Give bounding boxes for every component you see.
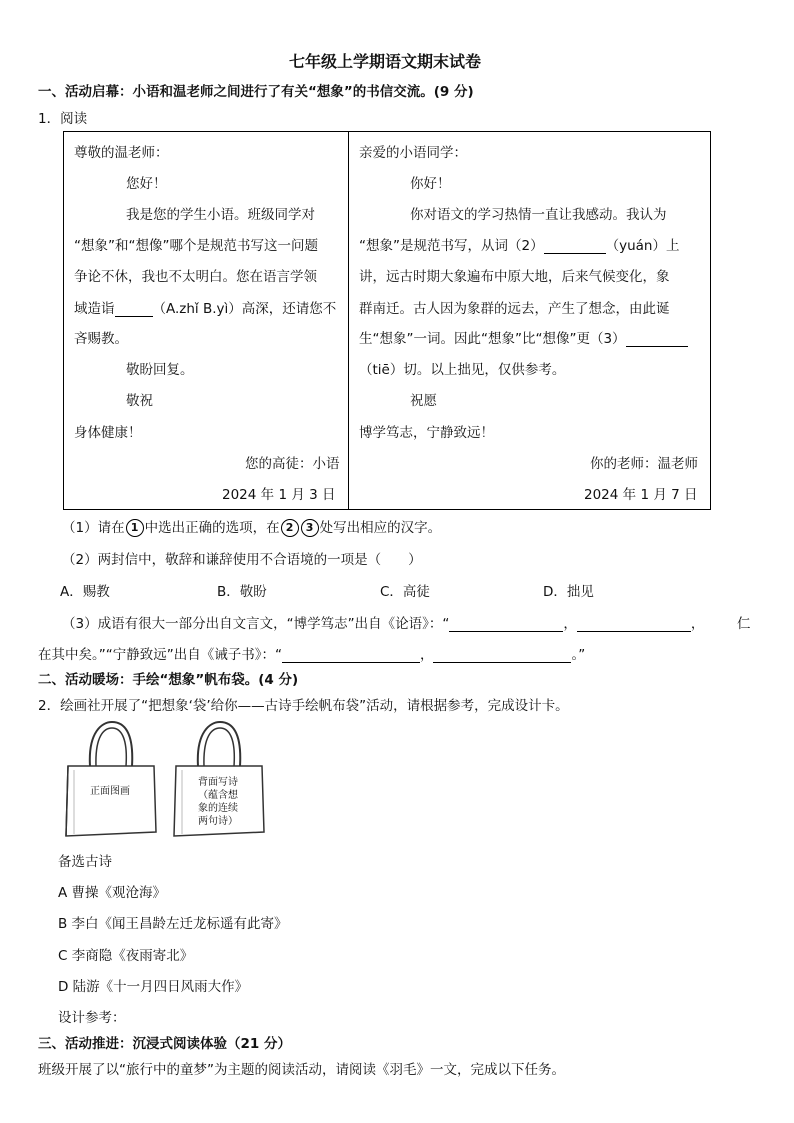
sub3-comma-2: ， — [690, 616, 705, 632]
bag-back-line-3: 象的连续 — [198, 803, 238, 814]
poem-option-d: D 陆游《十一月四日风雨大作》 — [58, 979, 249, 995]
left-greeting: 您好！ — [126, 176, 167, 192]
circle-number-1: 1 — [126, 519, 144, 537]
sub-question-1 — [62, 516, 441, 537]
bag-front-label: 正面图画 — [90, 786, 130, 797]
option-d[interactable]: D．拙见 — [543, 584, 594, 600]
bag-back-label — [198, 776, 238, 828]
right-body-4: 群南迁。古人因为象群的远去，产生了想念，由此诞 — [359, 301, 670, 317]
design-reference: 设计参考： — [58, 1010, 126, 1026]
left-body-1: 我是您的学生小语。班级同学对 — [126, 207, 315, 223]
option-c[interactable]: C．高徒 — [380, 584, 430, 600]
letter-divider — [348, 132, 349, 509]
sub3-line2-comma: ， — [419, 647, 434, 663]
option-b[interactable]: B．敬盼 — [217, 584, 267, 600]
sub1-text-a: （1）请在 — [62, 520, 125, 536]
section3-intro: 班级开展了以“旅行中的童梦”为主题的阅读活动，请阅读《羽毛》一文，完成以下任务。 — [38, 1062, 565, 1078]
section3-heading: 三、活动推进：沉浸式阅读体验（21 分） — [38, 1036, 291, 1052]
q2-text: 2．绘画社开展了“把想象‘袋’给你——古诗手绘帆布袋”活动，请根据参考，完成设计卡。 — [38, 698, 569, 714]
sub-question-3-line1 — [62, 612, 704, 632]
answer-blank-3[interactable] — [626, 333, 688, 347]
section2-heading: 二、活动暖场：手绘“想象”帆布袋。(4 分) — [38, 672, 299, 688]
circle-number-2: 2 — [281, 519, 299, 537]
left-body-4b: （A.zhǐ B.yì）高深，还请您不 — [152, 301, 337, 317]
answer-blank-4[interactable] — [449, 618, 563, 632]
sub3-text-a: （3）成语有很大一部分出自文言文，“博学笃志”出自《论语》：“ — [62, 616, 450, 632]
poem-option-b: B 李白《闻王昌龄左迁龙标遥有此寄》 — [58, 916, 288, 932]
right-body-3: 讲，远古时期大象遍布中原大地，后来气候变化，象 — [359, 269, 670, 285]
right-signature: 你的老师：温老师 — [590, 456, 698, 472]
poem-option-a: A 曹操《观沧海》 — [58, 885, 167, 901]
right-body-2b: （yuán）上 — [605, 238, 680, 254]
sub-question-2: （2）两封信中，敬辞和谦辞使用不合语境的一项是（ ） — [62, 552, 422, 568]
answer-blank-1[interactable] — [115, 303, 153, 317]
left-body-4 — [74, 297, 336, 317]
bag-back-line-2: （蕴含想 — [198, 790, 238, 801]
left-closing-1: 敬盼回复。 — [126, 362, 194, 378]
right-salutation: 亲爱的小语同学： — [359, 145, 467, 161]
right-closing-2: 博学笃志，宁静致远！ — [359, 425, 494, 441]
left-salutation: 尊敬的温老师： — [74, 145, 169, 161]
right-greeting: 你好！ — [410, 176, 451, 192]
sub1-text-c: 处写出相应的汉字。 — [319, 520, 442, 536]
right-closing-1: 祝愿 — [410, 393, 437, 409]
left-body-4a: 域造诣 — [74, 301, 115, 317]
sub1-text-b: 中选出正确的选项，在 — [144, 520, 280, 536]
answer-blank-6[interactable] — [282, 649, 420, 663]
section1-heading: 一、活动启幕：小语和温老师之间进行了有关“想象”的书信交流。(9 分) — [38, 84, 474, 100]
left-closing-2: 敬祝 — [126, 393, 153, 409]
left-body-3: 争论不休，我也不太明白。您在语言学领 — [74, 269, 317, 285]
right-body-5 — [359, 327, 688, 347]
option-a[interactable]: A．赐教 — [60, 584, 110, 600]
poem-option-c: C 李商隐《夜雨寄北》 — [58, 948, 194, 964]
right-date: 2024 年 1 月 7 日 — [584, 487, 698, 503]
right-body-6: （tiē）切。以上拙见，仅供参考。 — [359, 362, 566, 378]
left-closing-3: 身体健康！ — [74, 425, 142, 441]
sub3-line2-end: 。” — [571, 647, 586, 663]
left-body-2: “想象”和“想像”哪个是规范书写这一问题 — [74, 238, 318, 254]
sub3-comma: ， — [563, 616, 577, 632]
right-body-1: 你对语文的学习热情一直让我感动。我认为 — [410, 207, 667, 223]
q1-label: 1．阅读 — [38, 111, 88, 127]
right-body-5a: 生“想象”一词。因此“想象”比“想像”更（3） — [359, 331, 626, 347]
sub-question-3-line2 — [38, 643, 585, 663]
bag-back-line-4: 两句诗） — [198, 816, 238, 827]
circle-number-3: 3 — [301, 519, 319, 537]
right-body-2a: “想象”是规范书写，从词（2） — [359, 238, 544, 254]
poems-heading: 备选古诗 — [58, 854, 112, 870]
left-body-5: 吝赐教。 — [74, 331, 128, 347]
bag-back-line-1: 背面写诗 — [198, 777, 238, 788]
answer-blank-2[interactable] — [544, 240, 606, 254]
page-title: 七年级上学期语文期末试卷 — [289, 52, 482, 71]
answer-blank-5[interactable] — [577, 618, 691, 632]
sub3-line2-text: 在其中矣。”“宁静致远”出自《诫子书》：“ — [38, 647, 282, 663]
right-body-2 — [359, 234, 679, 254]
sub3-ren: 仁 — [737, 616, 751, 632]
left-date: 2024 年 1 月 3 日 — [222, 487, 336, 503]
left-signature: 您的高徒：小语 — [245, 456, 340, 472]
answer-blank-7[interactable] — [433, 649, 571, 663]
tote-bag-front-illustration — [64, 720, 158, 840]
